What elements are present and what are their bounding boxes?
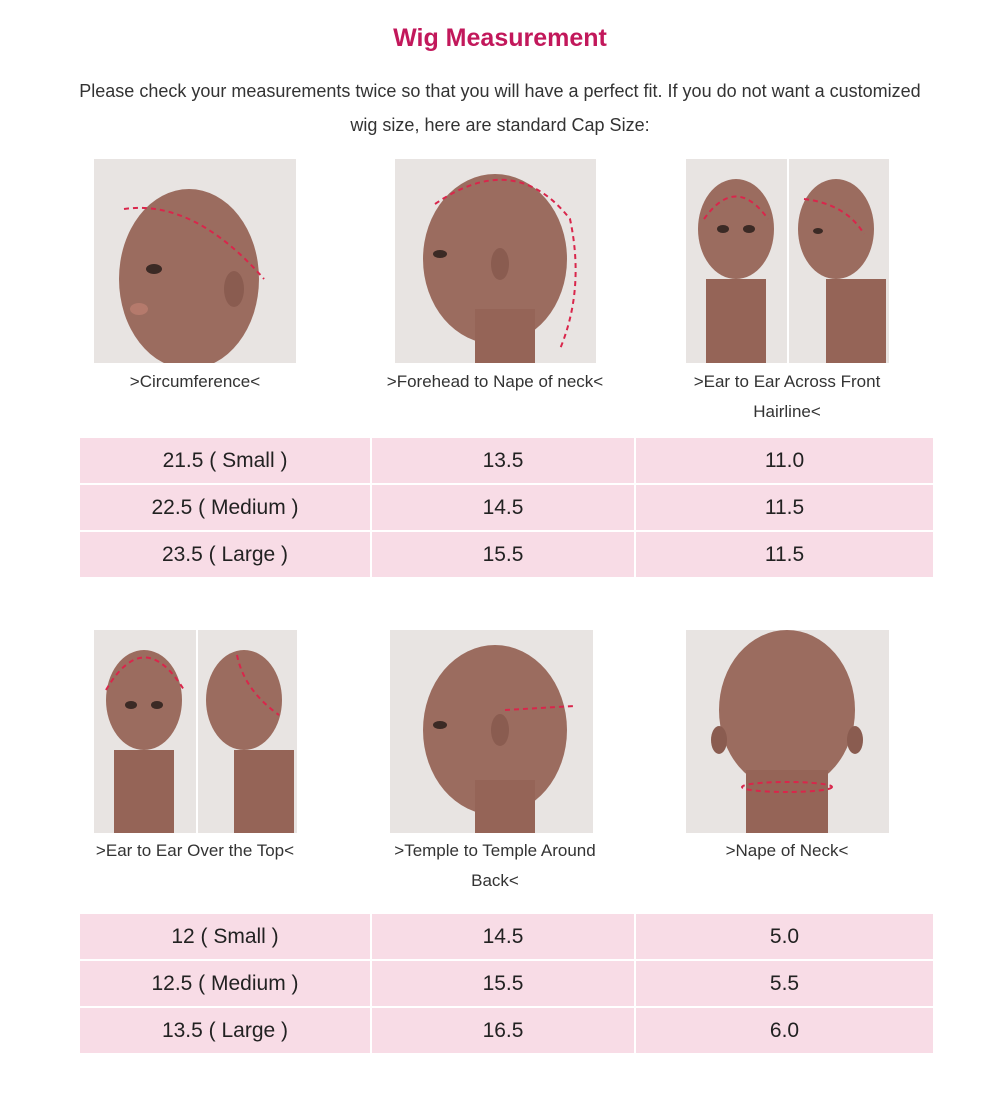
table-cell: 11.5 bbox=[635, 531, 934, 578]
temple-to-temple-photo bbox=[390, 630, 593, 833]
table-cell: 5.5 bbox=[635, 960, 934, 1007]
table-row bbox=[79, 1007, 934, 1054]
table-row bbox=[79, 437, 934, 484]
ear-to-ear-front-photo bbox=[686, 159, 889, 363]
table-cell: 11.5 bbox=[635, 484, 934, 531]
nape-of-neck-photo bbox=[686, 630, 889, 833]
table-cell: 22.5 ( Medium ) bbox=[79, 484, 371, 531]
caption-circumference: >Circumference< bbox=[129, 372, 261, 391]
table-cell: 13.5 bbox=[371, 437, 635, 484]
intro-text: Please check your measurements twice so that you will have a perfect fit. If you do not want a customized wig size, here are standard Cap Size: bbox=[79, 81, 921, 135]
table-cell: 13.5 ( Large ) bbox=[79, 1007, 371, 1054]
size-table-1 bbox=[78, 436, 935, 579]
caption-ear-to-ear-top: >Ear to Ear Over the Top< bbox=[95, 841, 295, 860]
caption-temple-to-temple: >Temple to Temple Around Back< bbox=[394, 841, 596, 890]
page-title: Wig Measurement bbox=[393, 24, 607, 52]
size-table-2 bbox=[78, 912, 935, 1055]
table-cell: 12 ( Small ) bbox=[79, 913, 371, 960]
table-cell: 11.0 bbox=[635, 437, 934, 484]
circumference-photo bbox=[94, 159, 296, 363]
table-cell: 5.0 bbox=[635, 913, 934, 960]
table-cell: 16.5 bbox=[371, 1007, 635, 1054]
table-cell: 21.5 ( Small ) bbox=[79, 437, 371, 484]
table-cell: 14.5 bbox=[371, 913, 635, 960]
table-cell: 14.5 bbox=[371, 484, 635, 531]
caption-nape-of-neck: >Nape of Neck< bbox=[725, 841, 849, 860]
caption-ear-to-ear-front: >Ear to Ear Across Front Hairline< bbox=[693, 372, 881, 421]
table-cell: 12.5 ( Medium ) bbox=[79, 960, 371, 1007]
table-row bbox=[79, 913, 934, 960]
table-cell: 6.0 bbox=[635, 1007, 934, 1054]
table-cell: 15.5 bbox=[371, 960, 635, 1007]
table-row bbox=[79, 531, 934, 578]
forehead-to-nape-photo bbox=[395, 159, 596, 363]
table-cell: 23.5 ( Large ) bbox=[79, 531, 371, 578]
ear-to-ear-top-photo bbox=[94, 630, 297, 833]
table-row bbox=[79, 960, 934, 1007]
table-cell: 15.5 bbox=[371, 531, 635, 578]
caption-forehead-to-nape: >Forehead to Nape of neck< bbox=[386, 372, 604, 391]
table-row bbox=[79, 484, 934, 531]
